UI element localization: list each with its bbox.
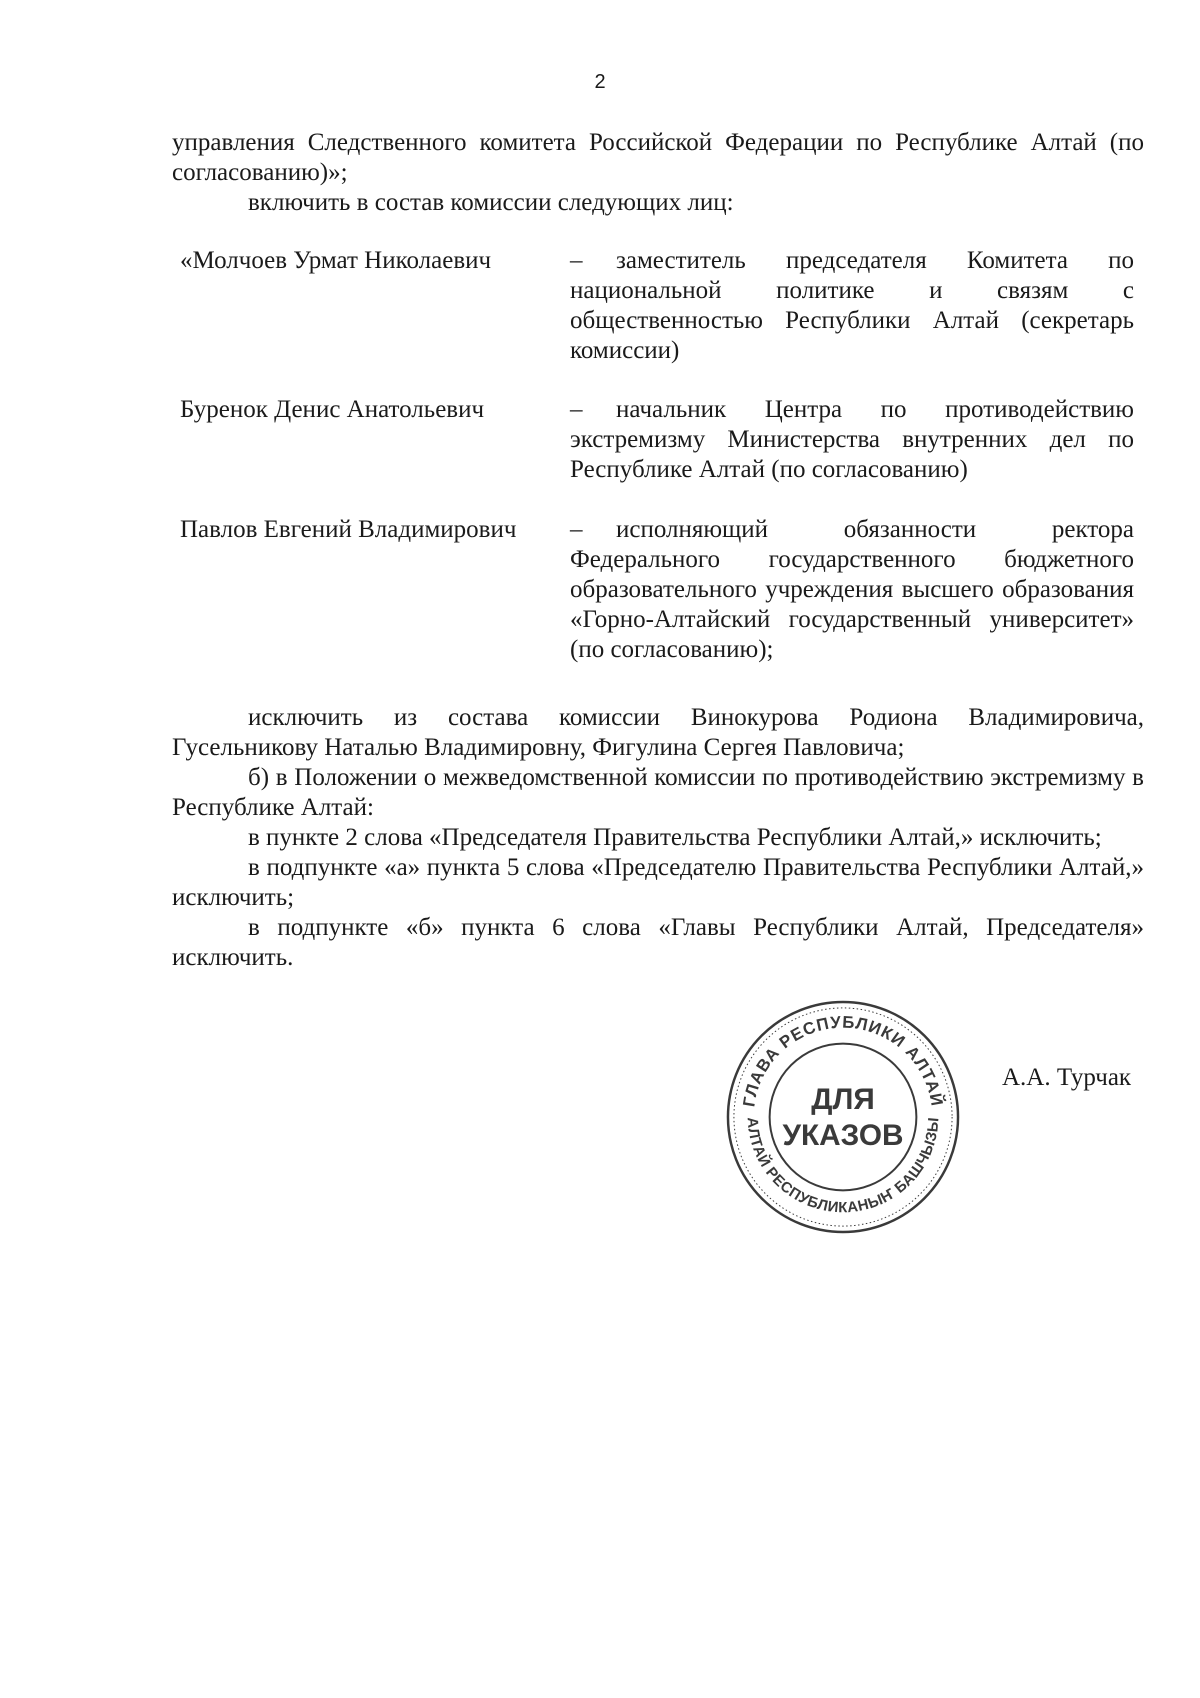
intro-block <box>172 128 1144 218</box>
member-role-text: заместитель председателя Комитета по национальной политике и связям с общественностью Республики Алтай (секретарь комиссии) <box>570 247 1134 364</box>
dash: – <box>570 396 583 423</box>
stamp-text-top: ГЛАВА РЕСПУБЛИКИ АЛТАЙ <box>739 1012 947 1109</box>
member-name: Буренок Денис Анатольевич <box>180 396 485 423</box>
member-role <box>570 246 1134 366</box>
member-name: «Молчоев Урмат Николаевич <box>180 247 492 274</box>
paragraph: исключить из состава комиссии Винокурова Родиона Владимировича, Гусельникову Наталью Владимировну, Фигулина Сергея Павловича; <box>172 704 1144 761</box>
paragraph: в подпункте «б» пункта 6 слова «Главы Республики Алтай, Председателя» исключить. <box>172 914 1144 971</box>
paragraph: в подпункте «а» пункта 5 слова «Председателю Правительства Республики Алтай,» исключить; <box>172 854 1144 911</box>
intro-line-2: включить в состав комиссии следующих лиц: <box>248 189 734 216</box>
stamp-center-line-2: УКАЗОВ <box>782 1118 904 1152</box>
dash: – <box>570 247 583 274</box>
member-name: Павлов Евгений Владимирович <box>180 516 517 543</box>
intro-line-1: управления Следственного комитета Российской Федерации по Республике Алтай (по согласованию)»; <box>172 129 1144 186</box>
member-role-text: начальник Центра по противодействию экстремизму Министерства внутренних дел по Республике Алтай (по согласованию) <box>570 396 1134 483</box>
page-number: 2 <box>594 71 606 93</box>
official-seal-stamp <box>724 998 962 1236</box>
paragraph: б) в Положении о межведомственной комиссии по противодействию экстремизму в Республике Алтай: <box>172 764 1144 821</box>
amendments-block <box>172 703 1144 973</box>
dash: – <box>570 516 583 543</box>
signatory-name: А.А. Турчак <box>1002 1064 1132 1091</box>
member-role <box>570 515 1134 665</box>
member-role-text: исполняющий обязанности ректора Федерального государственного бюджетного образовательного учреждения высшего образования «Горно-Алтайский государственный университет» (по согласованию); <box>570 516 1134 663</box>
stamp-center-line-1: ДЛЯ <box>811 1083 875 1117</box>
stamp-text-bottom: АЛТАЙ РЕСПУБЛИКАНЫҤ БАШЧЫЗЫ <box>743 1116 943 1217</box>
paragraph: в пункте 2 слова «Председателя Правительства Республики Алтай,» исключить; <box>248 824 1102 851</box>
member-role <box>570 395 1134 485</box>
